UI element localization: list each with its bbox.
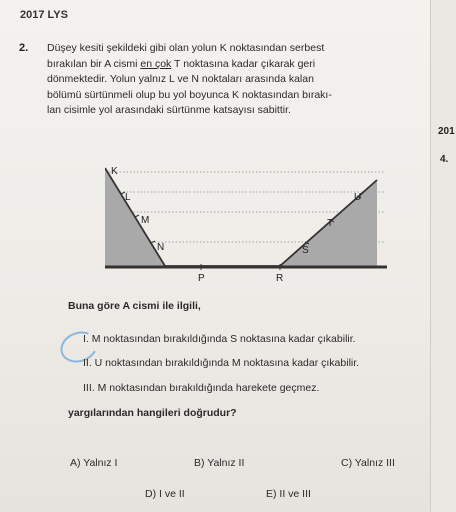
label-l: L xyxy=(125,192,131,203)
label-k: K xyxy=(111,166,118,177)
stem-line-2-a: bırakılan bir A cismi xyxy=(47,57,138,70)
label-p: P xyxy=(198,273,205,284)
option-b[interactable]: B) Yalnız II xyxy=(194,457,245,469)
track-diagram xyxy=(105,160,395,290)
option-c[interactable]: C) Yalnız III xyxy=(341,457,395,469)
question-number: 2. xyxy=(19,42,29,54)
statement-1: I. M noktasından bırakıldığında S noktasına kadar çıkabilir. xyxy=(83,333,356,345)
side-label-top: 201 xyxy=(438,126,455,137)
question-stem xyxy=(47,41,417,119)
label-m: M xyxy=(141,215,150,226)
option-d[interactable]: D) I ve II xyxy=(145,488,185,500)
exam-header: 2017 LYS xyxy=(20,9,68,21)
question-intro: Buna göre A cismi ile ilgili, xyxy=(68,300,201,312)
option-e[interactable]: E) II ve III xyxy=(266,488,311,500)
stem-line-1: Düşey kesiti şekildeki gibi olan yolun K noktasından serbest xyxy=(47,42,325,54)
stem-line-4: bölümü sürtünmeli olup bu yol boyunca K noktasından bırakı- xyxy=(47,88,332,101)
question-prompt: yargılarından hangileri doğrudur? xyxy=(68,407,237,419)
label-s: S xyxy=(302,245,309,256)
label-n: N xyxy=(157,242,165,253)
label-r: R xyxy=(276,273,284,284)
stem-emphasis: en çok xyxy=(140,57,172,70)
stem-line-2-b: T noktasına kadar çıkarak geri xyxy=(174,57,316,70)
stem-line-5: lan cisimle yol arasındaki sürtünme katsayısı sabittir. xyxy=(47,104,291,117)
stem-line-2 xyxy=(47,57,417,73)
label-u: U xyxy=(354,192,362,203)
adjacent-page-edge xyxy=(430,0,456,512)
tick-m xyxy=(135,215,139,217)
side-label-next: 4. xyxy=(440,154,449,165)
statement-2: II. U noktasından bırakıldığında M noktasına kadar çıkabilir. xyxy=(83,357,360,369)
label-t: T xyxy=(327,218,334,229)
option-a[interactable]: A) Yalnız I xyxy=(70,457,118,469)
stem-line-3: dönmektedir. Yolun yalnız L ve N noktaları arasında kalan xyxy=(47,73,314,86)
statement-3: III. M noktasından bırakıldığında harekete geçmez. xyxy=(83,382,320,394)
